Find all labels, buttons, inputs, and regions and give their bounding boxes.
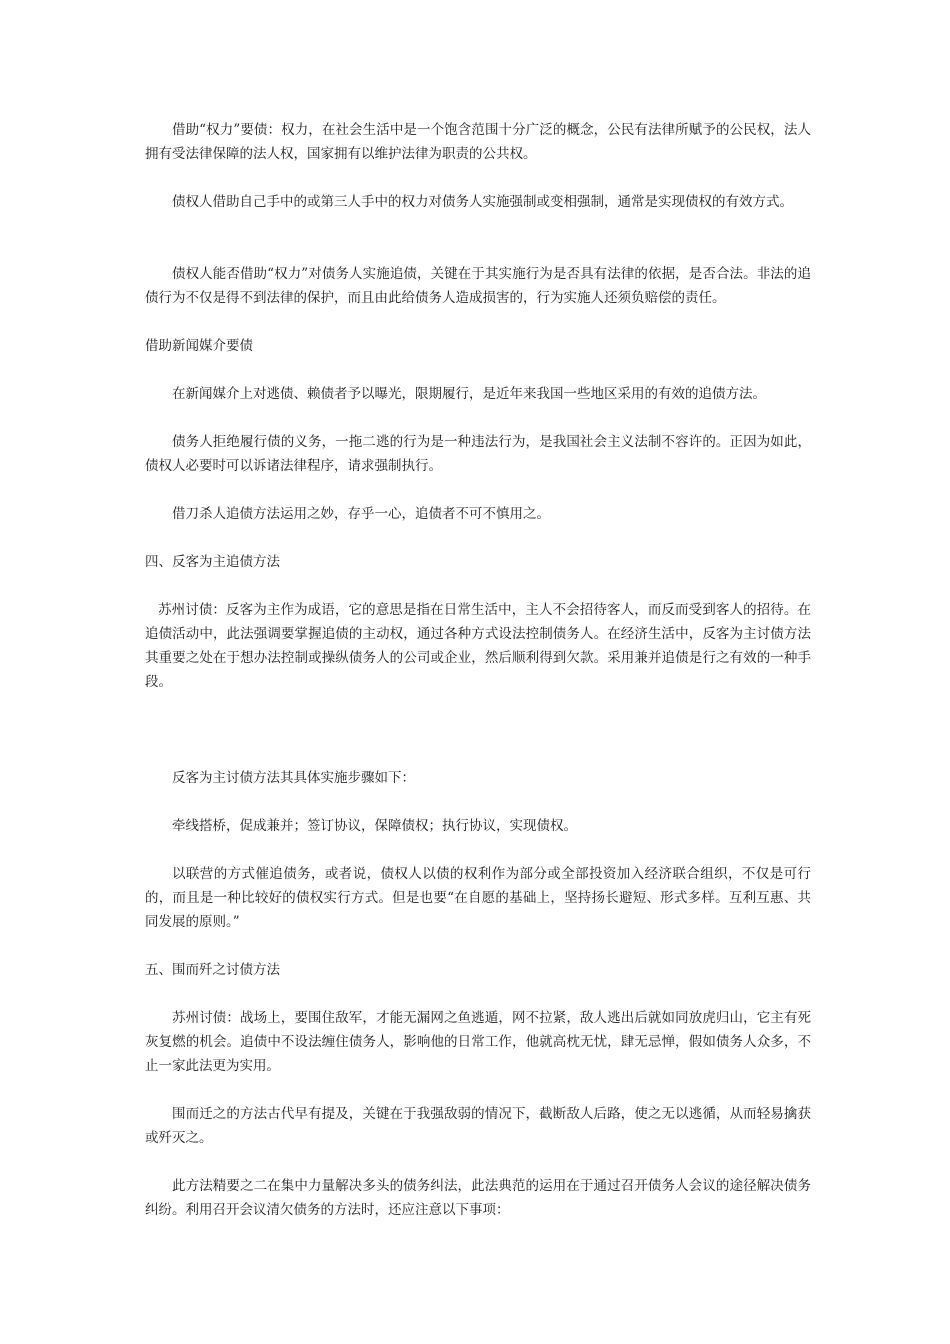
paragraph-encirclement: 苏州讨债：战场上，要围住敌军，才能无漏网之鱼逃遁，网不拉紧，敌人逃出后就如同放虎归山，它主有死灰复燃的机会。追债中不设法缠住债务人，影响他的日常工作，他就高枕无忧，肆无忌惮，假如债务人众多，不止一家此法更为实用。: [145, 1010, 811, 1074]
paragraph-debtor-refusal: 债务人拒绝履行债的义务，一拖二逃的行为是一种违法行为，是我国社会主义法制不容许的。正因为如此，债权人必要时可以诉诸法律程序，请求强制执行。: [145, 434, 811, 474]
paragraph-merger-steps: 牵线搭桥，促成兼并；签订协议，保障债权；执行协议，实现债权。: [172, 818, 577, 834]
heading-section-five: 五、围而歼之讨债方法: [145, 962, 280, 978]
paragraph-creditor-power-method: 债权人借助自己手中的或第三人手中的权力对债务人实施强制或变相强制，通常是实现债权的有效方式。: [172, 194, 793, 210]
paragraph-media-exposure: 在新闻媒介上对逃债、赖债者予以曝光，限期履行，是近年来我国一些地区采用的有效的追债方法。: [172, 386, 766, 402]
paragraph-creditor-meeting: 此方法精要之二在集中力量解决多头的债务纠法，此法典范的运用在于通过召开债务人会议的途径解决债务纠纷。利用召开会议清欠债务的方法时，还应注意以下事项：: [145, 1178, 811, 1218]
paragraph-encirclement-history: 围而迁之的方法古代早有提及，关键在于我强敌弱的情况下，截断敌人后路，使之无以逃循，从而轻易擒获或歼灭之。: [145, 1106, 811, 1146]
paragraph-borrowed-knife: 借刀杀人追债方法运用之妙，存乎一心，追债者不可不慎用之。: [172, 506, 550, 522]
paragraph-power-debt-intro: 借助“权力”要债：权力，在社会生活中是一个饱含范围十分广泛的概念，公民有法律所赋予的公民权，法人拥有受法律保障的法人权，国家拥有以维护法律为职责的公共权。: [145, 122, 811, 162]
paragraph-joint-venture: 以联营的方式催追债务，或者说，债权人以债的权利作为部分或全部投资加入经济联合组织，不仅是可行的，而且是一种比较好的债权实行方式。但是也要“在自愿的基础上，坚持扬长避短、形式多样。互利互惠、共同发展的原则。”: [145, 866, 811, 930]
heading-section-four: 四、反客为主追债方法: [145, 554, 280, 570]
paragraph-implementation-steps: 反客为主讨债方法其具体实施步骤如下：: [172, 770, 415, 786]
paragraph-legality-of-power: 债权人能否借助“权力”对债务人实施追债，关键在于其实施行为是否具有法律的依据，是否合法。非法的追债行为不仅是得不到法律的保护，而且由此给债务人造成损害的，行为实施人还须负赔偿的责任。: [145, 266, 811, 306]
heading-news-media: 借助新闻媒介要债: [145, 338, 253, 354]
paragraph-guest-becomes-host: 苏州讨债：反客为主作为成语，它的意思是指在日常生活中，主人不会招待客人，而反而受到客人的招待。在追债活动中，此法强调要掌握追债的主动权，通过各种方式设法控制债务人。在经济生活中，反客为主讨债方法其重要之处在于想办法控制或操纵债务人的公司或企业，然后顺利得到欠款。采用兼并追债是行之有效的一种手段。: [145, 602, 811, 690]
